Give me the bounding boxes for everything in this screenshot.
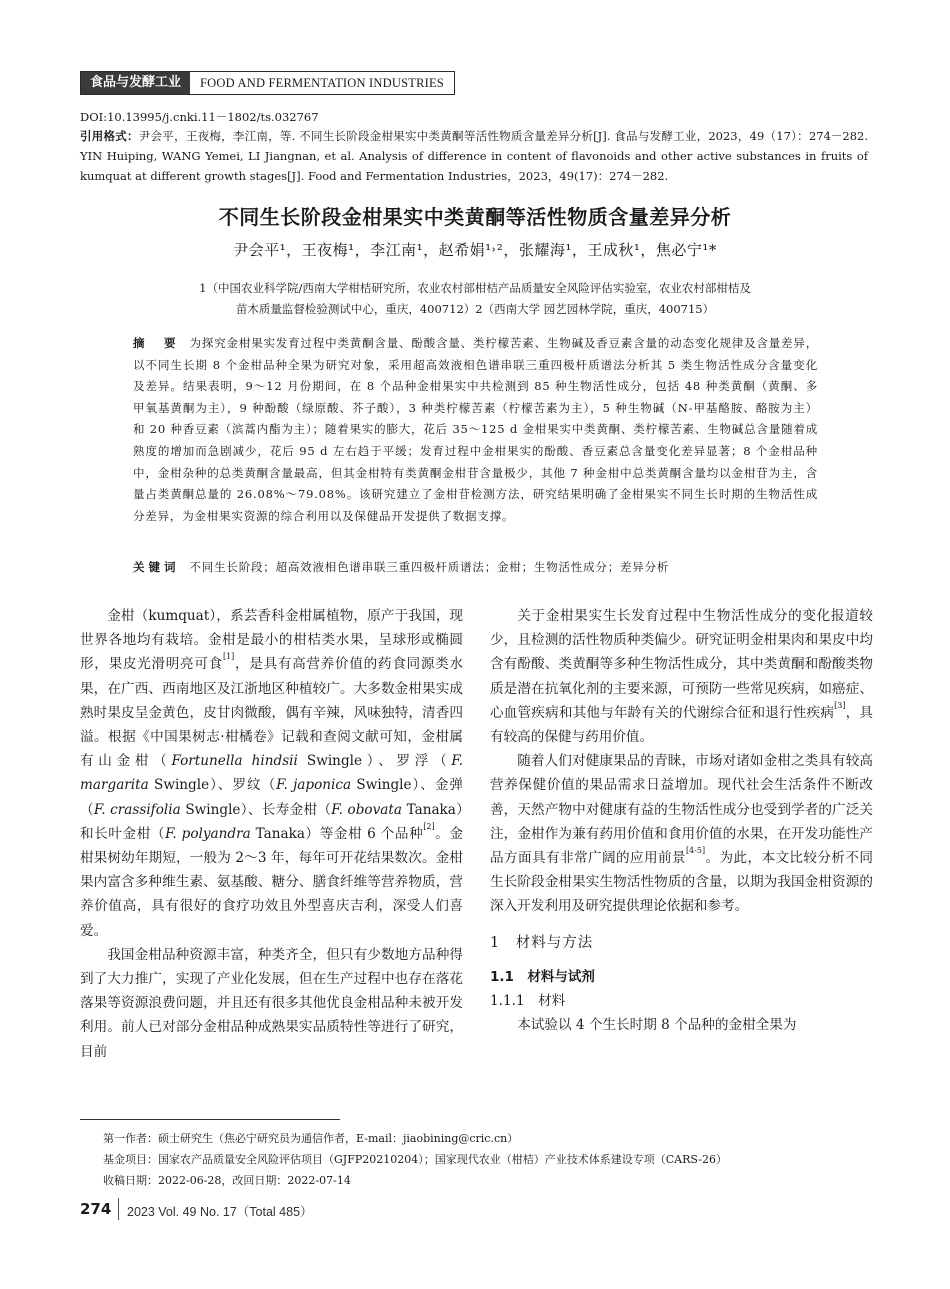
section-heading: 1 材料与方法 <box>490 934 594 951</box>
keywords <box>133 559 818 575</box>
subsection-heading: 1.1 材料与试剂 <box>490 968 595 985</box>
abstract <box>133 333 818 527</box>
paragraph: 随着人们对健康果品的青睐，市场对诸如金柑之类具有较高营养保健价值的果品需求日益增加。现代社会生活条件不断改善，天然产物中对健康有益的生物活性成分也受到学者的广泛关注，金柑作为兼有药用价值和食用价值的水果，在开发功能性产品方面具有非常广阔的应用前景[4-5]。为此，本文比较分析不同生长阶段金柑果实生物活性物质的含量，以期为我国金柑资源的深入开发利用及研究提供理论依据和参考。 <box>490 753 874 915</box>
paragraph: 关于金柑果实生长发育过程中生物活性成分的变化报道较少，且检测的活性物质种类偏少。研究证明金柑果肉和果皮中均含有酚酸、类黄酮等多种生物活性成分，其中类黄酮和酚酸类物质是潜在抗氧化剂的主要来源，可预防一些常见疾病，如癌症、心血管疾病和其他与年龄有关的代谢综合征和退行性疾病[3]，具有较高的保健与药用价值。 <box>490 608 873 746</box>
citation-label: 引用格式： <box>80 129 139 143</box>
body-left-column <box>80 604 463 1064</box>
affiliation-line: 苗木质量监督检验测试中心，重庆，400712）2（西南大学 园艺园林学院，重庆，400715） <box>235 302 715 316</box>
footnote-dates: 收稿日期：2022-06-28，改回日期：2022-07-14 <box>103 1174 351 1187</box>
affiliation-line: 1（中国农业科学院/西南大学柑桔研究所，农业农村部柑桔产品质量安全风险评估实验室，农业农村部柑桔及 <box>199 281 751 295</box>
footnote-divider <box>80 1119 340 1120</box>
journal-header <box>80 71 455 95</box>
page-number: 274 <box>80 1200 112 1218</box>
citation-ref[interactable]: [2] <box>423 821 435 831</box>
doi[interactable]: DOI:10.13995/j.cnki.11－1802/ts.032767 <box>80 110 319 124</box>
journal-name-en: FOOD AND FERMENTATION INDUSTRIES <box>200 76 444 90</box>
footnote-funding: 基金项目：国家农产品质量安全风险评估项目（GJFP20210204）；国家现代农业（柑桔）产业技术体系建设专项（CARS-26） <box>103 1153 728 1166</box>
abstract-label: 摘 要 <box>133 336 180 350</box>
footer-divider <box>118 1198 119 1220</box>
abstract-text: 为探究金柑果实发育过程中类黄酮含量、酚酸含量、类柠檬苦素、生物碱及香豆素含量的动态变化规律及含量差异，以不同生长期 8 个金柑品种全果为研究对象，采用超高效液相色谱串联三重四极杆质谱法分析其 5 类生物活性成分含量变化及差异。结果表明，9～12 月份期间，在 8 个品种金柑果实中共检测到 85 种生物活性成分，包括 48 种类黄酮（黄酮、多甲氧基黄酮为主），9 种酚酸（绿原酸、芥子酸），3 种类柠檬苦素（柠檬苦素为主），5 种生物碱（N-甲基酪胺、酪胺为主）和 20 种香豆素（滨蒿内酯为主）；随着果实的膨大，花后 35～125 d 金柑果实中类黄酮、类柠檬苦素、生物碱总含量随着成熟度的增加而急剧减少，花后 95 d 左右趋于平缓；发育过程中金柑果实的酚酸、香豆素总含量变化差异显著；8 个金柑品种中，金柑杂种的总类黄酮含量最高，但其金柑特有类黄酮金柑苷含量极少，其他 7 种金柑中总类黄酮含量均以金柑苷为主，含量占类黄酮总量的 26.08%～79.08%。该研究建立了金柑苷检测方法，研究结果明确了金柑果实不同生长时期的生物活性成分差异，为金柑果实资源的综合利用以及保健品开发提供了数据支撑。 <box>133 336 819 523</box>
subsubsection-heading: 1.1.1 材料 <box>490 993 566 1010</box>
volume-info: 2023 Vol. 49 No. 17（Total 485） <box>127 1205 313 1219</box>
affiliations <box>140 278 810 320</box>
footnotes <box>103 1128 727 1191</box>
paragraph: 金柑（kumquat），系芸香科金柑属植物，原产于我国，现世界各地均有栽培。金柑是最小的柑桔类水果，呈球形或椭圆形，果皮光滑明亮可食[1]，是具有高营养价值的药食同源类水果，在广西、西南地区及江浙地区种植较广。大多数金柑果实成熟时果皮呈金黄色，皮甘肉微酸，偶有辛辣，风味独特，清香四溢。根据《中国果树志·柑橘卷》记载和查阅文献可知，金柑属有山金柑（Fortunella hindsii Swingle）、罗浮（F. margarita Swingle）、罗纹（F. japonica Swingle）、金弹（F. crassifolia Swingle）、长寿金柑（F. obovata Tanaka）和长叶金柑（F. polyandra Tanaka）等金柑 6 个品种[2]。金柑果树幼年期短，一般为 2～3 年，每年可开花结果数次。金柑果内富含多种维生素、氨基酸、糖分、膳食纤维等营养物质，营养价值高，具有很好的食疗功效且外型喜庆吉利，深受人们喜爱。 <box>80 608 464 939</box>
paragraph: 我国金柑品种资源丰富，种类齐全，但只有少数地方品种得到了大力推广，实现了产业化发展，但在生产过程中也存在落花落果等资源浪费问题，并且还有很多其他优良金柑品种未被开发利用。前人已对部分金柑品种成熟果实品质特性等进行了研究，目前 <box>80 946 463 1060</box>
paragraph: 本试验以 4 个生长时期 8 个品种的金柑全果为 <box>517 1017 797 1034</box>
citation-ref[interactable]: [4-5] <box>685 846 706 856</box>
body-right-column <box>490 604 873 1037</box>
keywords-text: 不同生长阶段；超高效液相色谱串联三重四极杆质谱法；金柑；生物活性成分；差异分析 <box>189 560 670 574</box>
paper-title: 不同生长阶段金柑果实中类黄酮等活性物质含量差异分析 <box>218 205 732 229</box>
author-list: 尹会平¹，王夜梅¹，李江南¹，赵希娟¹˒²，张耀海¹，王成秋¹，焦必宁¹* <box>233 241 717 259</box>
citation-text: 尹会平，王夜梅，李江南，等. 不同生长阶段金柑果实中类黄酮等活性物质含量差异分析[J]. 食品与发酵工业，2023，49（17）：274－282. YIN Huiping, WANG Yemei, LI Jiangnan, et al. Analysis of difference in content of flavonoids and other active substances in fruits of kumquat at different growth stages[J]. Food and Fermentation Industries，2023，49(17)：274－282. <box>80 129 868 183</box>
journal-name-cn: 食品与发酵工业 <box>81 72 190 94</box>
citation-ref[interactable]: [3] <box>834 700 846 710</box>
citation <box>80 126 868 186</box>
citation-ref[interactable]: [1] <box>222 652 235 662</box>
footnote-author: 第一作者：硕士研究生（焦必宁研究员为通信作者，E-mail：jiaobining@cric.cn） <box>103 1132 519 1145</box>
keywords-label: 关键词 <box>133 560 180 574</box>
